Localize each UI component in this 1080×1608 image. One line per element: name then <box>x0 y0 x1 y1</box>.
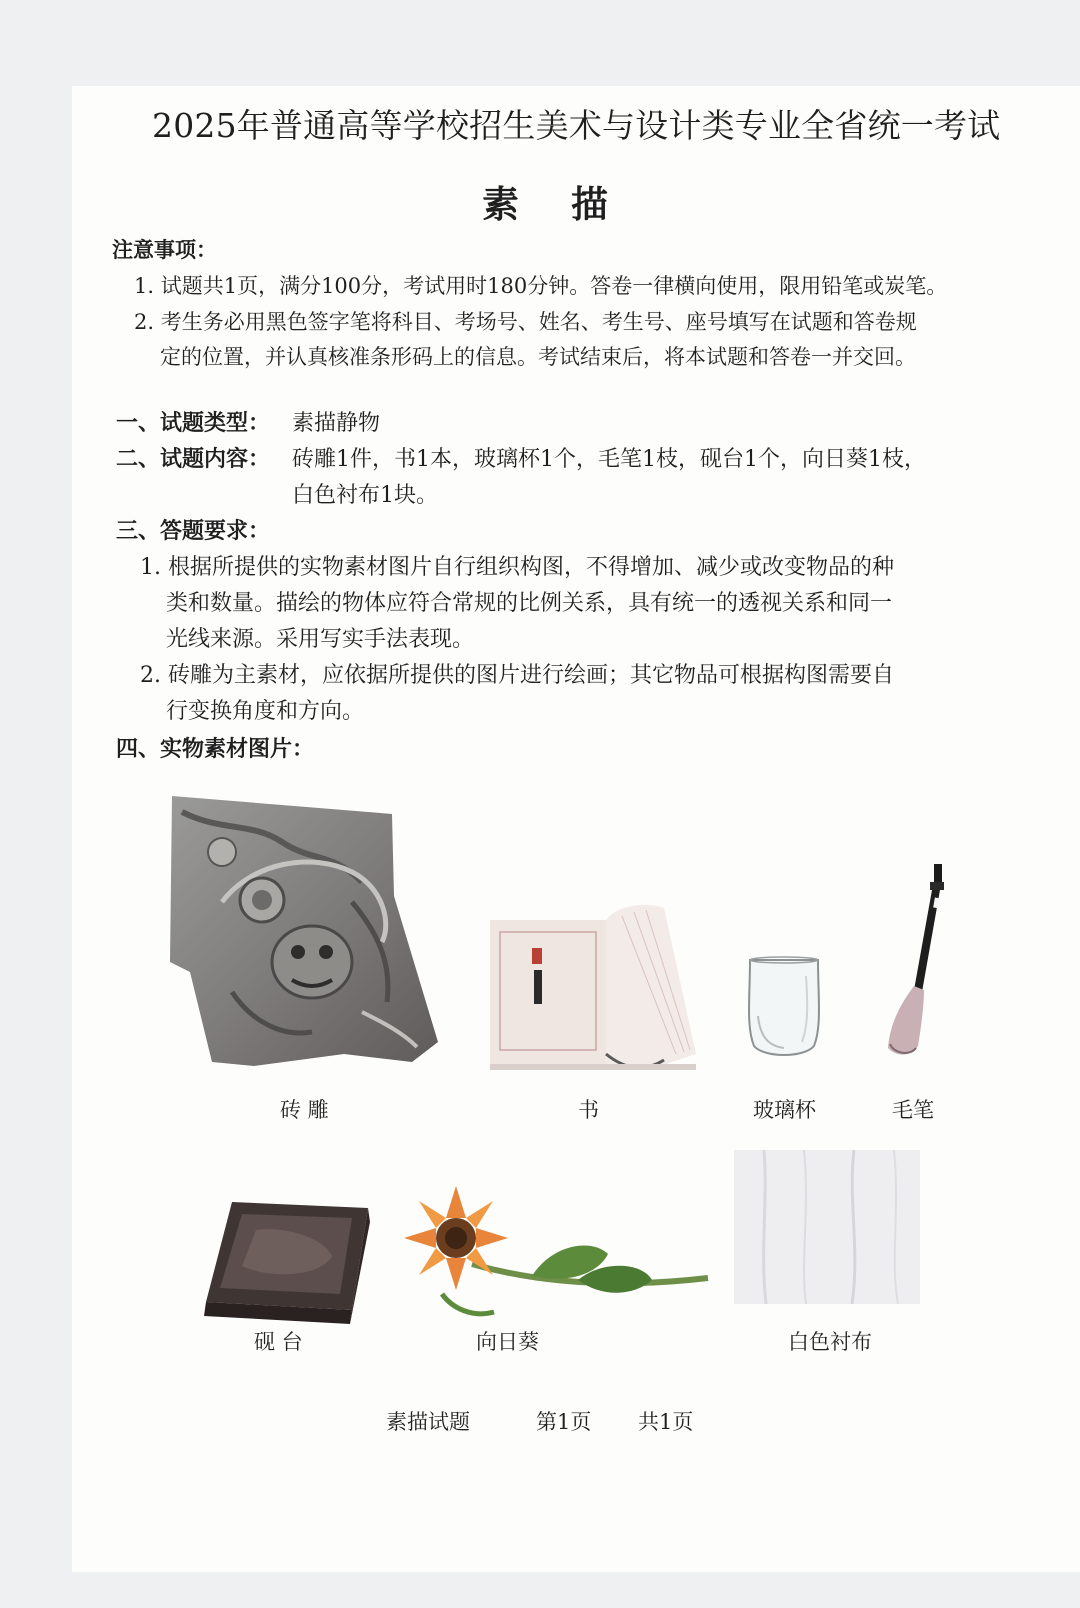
caption-white-cloth: 白色衬布 <box>788 1330 872 1354</box>
requirement-2-line-1: 2. 砖雕为主素材，应依据所提供的图片进行绘画；其它物品可根据构图需要自 <box>140 663 894 688</box>
section-content-line-1: 砖雕1件，书1本，玻璃杯1个，毛笔1枝，砚台1个，向日葵1枝， <box>292 447 926 472</box>
caption-brick-carving: 砖 雕 <box>280 1098 329 1122</box>
footer-exam-name: 素描试题 <box>386 1410 470 1434</box>
calligraphy-brush-image <box>880 862 956 1062</box>
requirement-2-line-2: 行变换角度和方向。 <box>166 699 365 724</box>
notice-heading: 注意事项： <box>112 238 217 262</box>
brick-carving-image <box>162 792 440 1074</box>
sunflower-image <box>402 1184 712 1326</box>
section-requirements-label: 三、答题要求： <box>116 519 271 544</box>
notice-item-1: 1. 试题共1页，满分100分，考试用时180分钟。答卷一律横向使用，限用铅笔或炭笔。 <box>134 274 948 298</box>
footer-page-number: 第1页 <box>536 1410 592 1434</box>
inkstone-image <box>202 1196 372 1330</box>
subject-title: 素描 <box>482 182 660 226</box>
glass-cup-image <box>744 956 824 1058</box>
section-type-label: 一、试题类型： <box>116 411 271 436</box>
requirement-1-line-2: 类和数量。描绘的物体应符合常规的比例关系，具有统一的透视关系和同一 <box>166 591 893 616</box>
section-content-line-2: 白色衬布1块。 <box>292 483 438 508</box>
exam-title: 2025年普通高等学校招生美术与设计类专业全省统一考试 <box>152 106 1001 145</box>
requirement-1-line-3: 光线来源。采用写实手法表现。 <box>166 627 475 652</box>
exam-paper <box>72 86 1080 1572</box>
section-content-label: 二、试题内容： <box>116 447 271 472</box>
footer-total-pages: 共1页 <box>638 1410 694 1434</box>
caption-sunflower: 向日葵 <box>476 1330 539 1354</box>
notice-item-2-line-1: 2. 考生务必用黑色签字笔将科目、考场号、姓名、考生号、座号填写在试题和答卷规 <box>134 310 917 334</box>
caption-brush: 毛笔 <box>892 1098 934 1122</box>
caption-book: 书 <box>578 1098 599 1122</box>
caption-inkstone: 砚 台 <box>254 1330 303 1354</box>
section-type-value: 素描静物 <box>292 411 381 436</box>
book-image <box>488 904 700 1072</box>
section-pictures-label: 四、实物素材图片： <box>116 737 315 762</box>
white-cloth-image <box>734 1150 920 1304</box>
notice-item-2-line-2: 定的位置，并认真核准条形码上的信息。考试结束后，将本试题和答卷一并交回。 <box>160 345 916 369</box>
requirement-1-line-1: 1. 根据所提供的实物素材图片自行组织构图，不得增加、减少或改变物品的种 <box>140 555 894 580</box>
caption-glass-cup: 玻璃杯 <box>753 1098 816 1122</box>
